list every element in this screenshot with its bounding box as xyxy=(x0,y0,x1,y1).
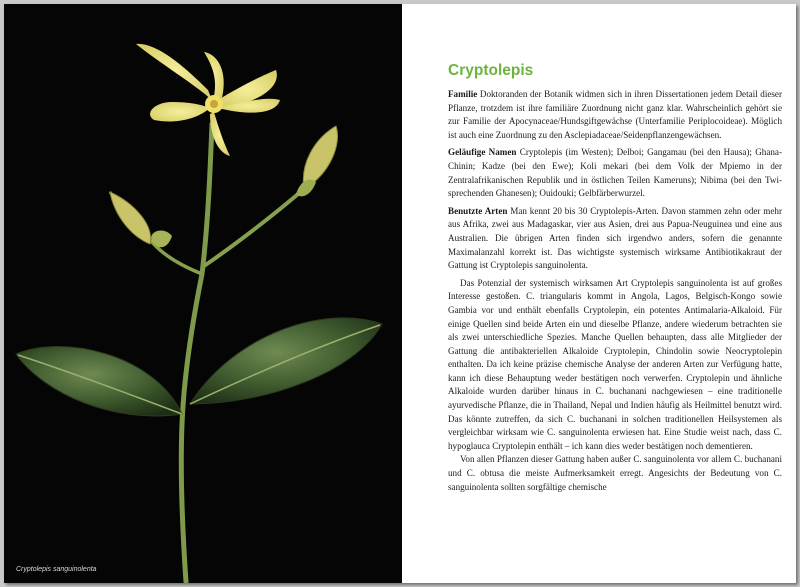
section-namen xyxy=(448,146,782,200)
section-label: Geläufige Namen xyxy=(448,147,517,158)
section-arten xyxy=(448,205,782,273)
plant-photo xyxy=(4,4,402,583)
section-text: Doktoranden der Botanik widmen sich in ihren Dissertationen jedem Detail dieser Pflanze, trotzdem ist ihre familiäre Zuordnung nicht ganz klar. Wahrscheinlich gehört sie zur Familie der Apocynaceae/Hundsgiftgewächse (Unterfamilie Periplocoideae). Möglich ist auch eine Zuordnung zu den Asclepiadaceae/Seidenpflanzengewächsen. xyxy=(448,89,782,140)
body-paragraph: Von allen Pflanzen dieser Gattung haben außer C. sanguinolenta vor allem C. buchanani und C. obtusa die meiste Aufmerksamkeit erregt. Angesichts der Bedeutung von C. sanguinolenta sollten sorgfältige chemische xyxy=(448,454,782,492)
section-label: Familie xyxy=(448,89,478,99)
body-paragraph: Das Potenzial der systemisch wirksamen Art Cryptolepis sanguinolenta ist auf großes Interesse gestoßen. C. triangularis kommt in Angola, Lagos, Belgisch-Kongo sowie Gambia vor und enthält ebenfalls Cryptolepin, ein potentes Antimalaria-Alkaloid. Für einige Quellen sind beide Arten ein und dieselbe Pflanze, andere wiederum betrachten sie als zwei unterschiedliche Spezies. Manche Quellen behaupten, dass alle Mitglieder der Gattung die antibakteriellen Alkaloide Cryptolepin, Chindolin sowie Neocryptolepin enthalten. Da ich keine präzise chemische Analyse der anderen Arten zur Verfügung hatte, kann ich diese Behauptung weder bestätigen noch verwerfen. Cryptolepin und ähnliche Alkaloide wurden darüber hinaus in C. buchanani nachgewiesen – eine traditionelle ayurvedische Pflanze, die in Thailand, Nepal und Indien häufig als Heilmittel benutzt wird. Das könnte zutreffen, da sich C. buchanani in solchen traditionellen Heilsystemen als vergleichbar wirksam wie C. sanguinolenta erwiesen hat. Eine Studie weist nach, dass C. hypoglauca Cryptolepin enthält – ich kann dies weder bestätigen noch dementieren. xyxy=(448,277,782,451)
text-column xyxy=(448,62,782,494)
book-spread xyxy=(4,4,796,583)
flower xyxy=(136,44,280,156)
section-text: Man kennt 20 bis 30 Cryptolepis-Arten. Davon stammen zehn oder mehr aus Afrika, zwei aus Madagaskar, vier aus Asien, drei aus Papua-Neuguinea und eine aus Australien. Die übrigen Arten finden sich irgendwo anders, sofern die genannte Maximalanzahl korrekt ist. Das wichtigste systemisch wirksame Antibiotikakraut der Gattung ist Cryptolepis sanguinolenta. xyxy=(448,205,782,271)
photo-page xyxy=(4,4,402,583)
text-page xyxy=(402,4,796,583)
section-label: Benutzte Arten xyxy=(448,205,508,216)
section-text: Cryptolepis (im Westen); Delboi; Gangamau (bei den Hausa); Ghana-Chinin; Kadze (bei den Ewe); Koli mekari (bei dem Volk der Mpiemo in der Zentralafrikanischen Republik und in östlichen Teilen Kameruns); Nibima (bei den Twi-sprechenden Ghanesen); Ouidouki; Gelbfärberwurzel. xyxy=(448,147,782,199)
photo-caption: Cryptolepis sanguinolenta xyxy=(16,566,97,573)
section-familie xyxy=(448,88,782,142)
page-title: Cryptolepis xyxy=(448,62,534,79)
